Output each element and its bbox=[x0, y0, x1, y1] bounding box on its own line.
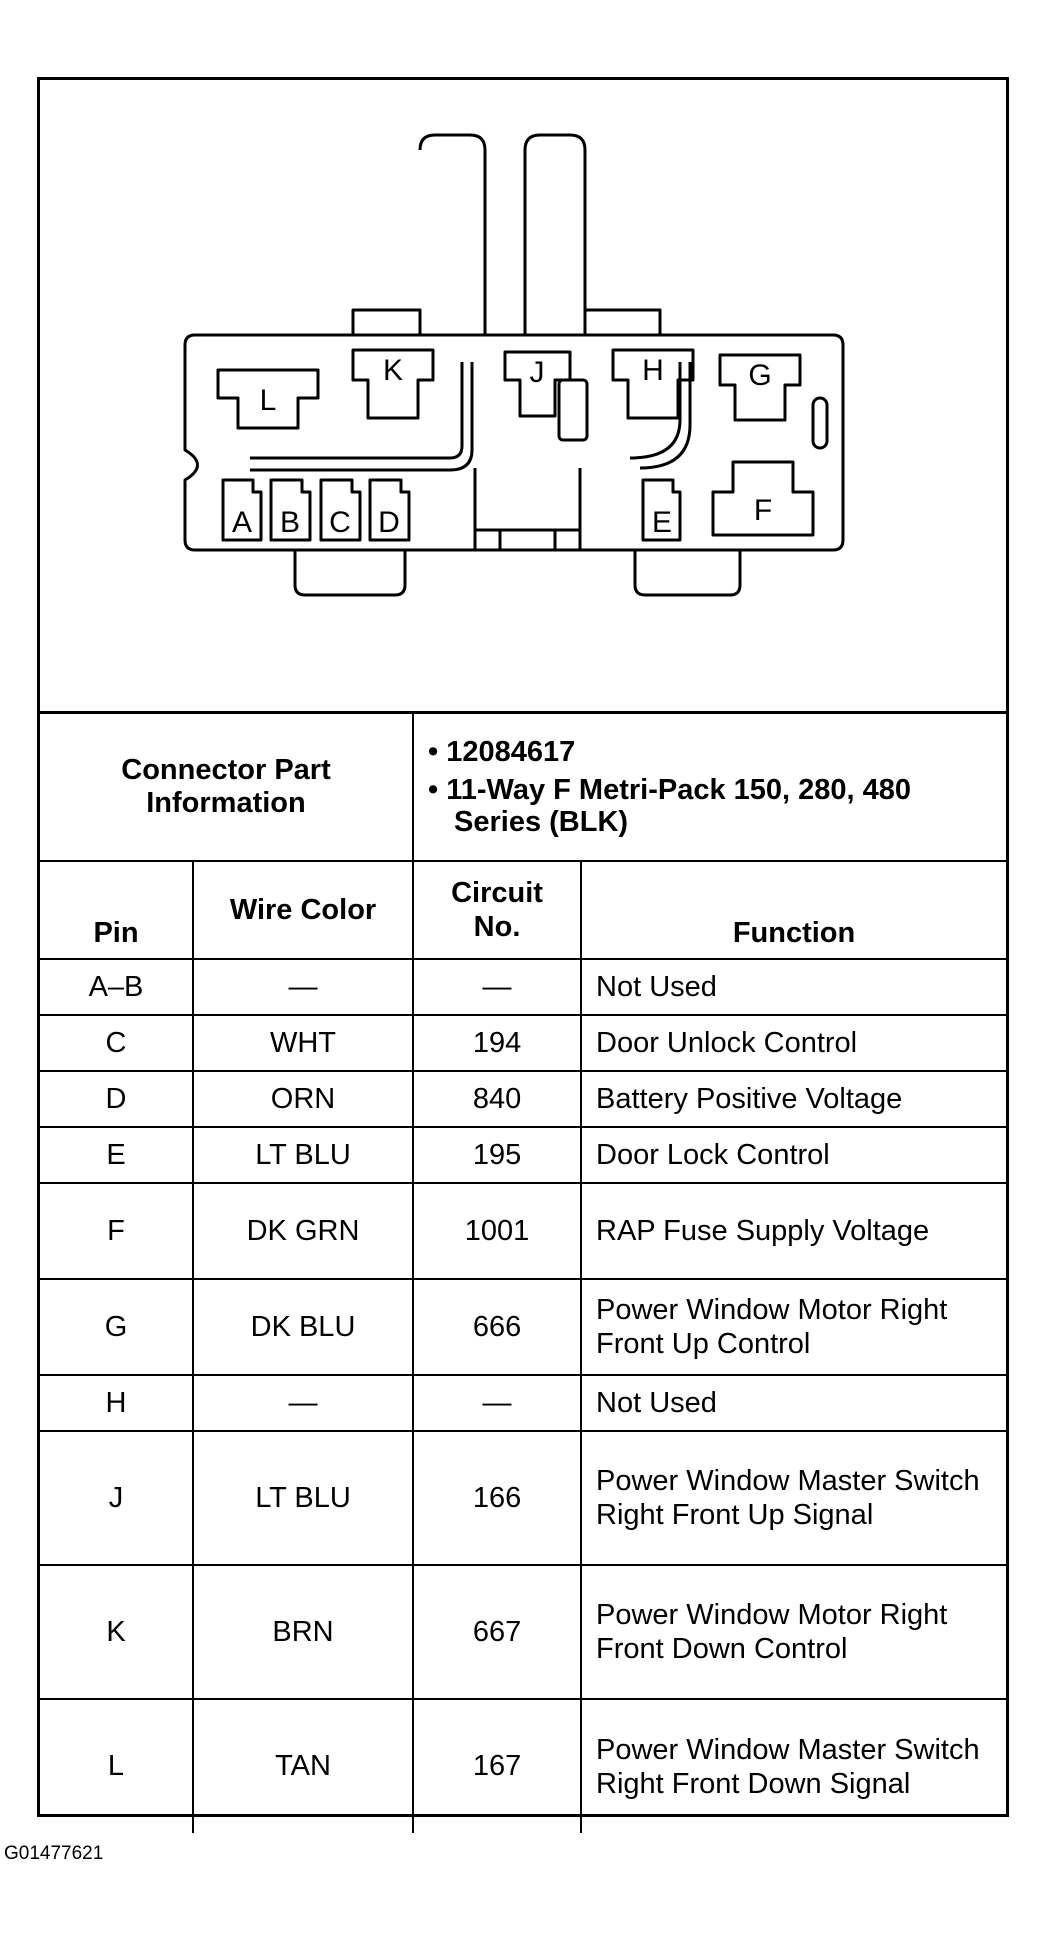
pin-label-F: F bbox=[753, 494, 773, 527]
cell-function: Not Used bbox=[581, 1375, 1006, 1431]
cell-circuit: 194 bbox=[413, 1015, 581, 1071]
left-latch-tower bbox=[420, 135, 485, 335]
pinout-table bbox=[40, 711, 1006, 1833]
cell-function: Door Lock Control bbox=[581, 1127, 1006, 1183]
cell-wire-color: TAN bbox=[193, 1699, 413, 1833]
connector-info-values bbox=[413, 712, 1006, 861]
left-divider bbox=[250, 362, 472, 470]
cell-pin: A–B bbox=[40, 959, 193, 1015]
connector-info-label: Connector Part Information bbox=[40, 712, 413, 861]
center-key bbox=[475, 468, 580, 550]
pin-label-D: D bbox=[378, 506, 400, 539]
cell-wire-color: WHT bbox=[193, 1015, 413, 1071]
right-shoulder bbox=[585, 310, 660, 335]
cell-function: RAP Fuse Supply Voltage bbox=[581, 1183, 1006, 1279]
latch-slot bbox=[559, 380, 587, 440]
cell-circuit: — bbox=[413, 959, 581, 1015]
right-latch-tower bbox=[525, 135, 585, 335]
header-circuit-no: Circuit No. bbox=[413, 861, 581, 959]
pin-label-G: G bbox=[748, 359, 772, 392]
table-row bbox=[40, 959, 1006, 1015]
cell-wire-color: DK GRN bbox=[193, 1183, 413, 1279]
cell-circuit: 840 bbox=[413, 1071, 581, 1127]
table-row bbox=[40, 1565, 1006, 1699]
connector-description: • 11-Way F Metri-Pack 150, 280, 480 Series (BLK) bbox=[428, 774, 992, 838]
cell-wire-color: LT BLU bbox=[193, 1127, 413, 1183]
cell-pin: J bbox=[40, 1431, 193, 1565]
cell-pin: C bbox=[40, 1015, 193, 1071]
cell-wire-color: DK BLU bbox=[193, 1279, 413, 1375]
cell-pin: K bbox=[40, 1565, 193, 1699]
header-function: Function bbox=[581, 861, 1006, 959]
cell-function: Door Unlock Control bbox=[581, 1015, 1006, 1071]
cell-pin: G bbox=[40, 1279, 193, 1375]
table-row bbox=[40, 1431, 1006, 1565]
pin-label-B: B bbox=[279, 506, 301, 539]
header-pin: Pin bbox=[40, 861, 193, 959]
connector-info-row bbox=[40, 712, 1006, 861]
cell-function: Not Used bbox=[581, 959, 1006, 1015]
cell-pin: F bbox=[40, 1183, 193, 1279]
table-row bbox=[40, 1183, 1006, 1279]
table-row bbox=[40, 1015, 1006, 1071]
connector-face-drawing bbox=[40, 80, 1006, 714]
connector-frame bbox=[37, 77, 1009, 1817]
cell-wire-color: — bbox=[193, 959, 413, 1015]
connector-face-svg bbox=[40, 80, 1006, 711]
cell-function: Power Window Motor Right Front Up Control bbox=[581, 1279, 1006, 1375]
pin-label-L: L bbox=[259, 384, 277, 417]
pin-label-E: E bbox=[651, 506, 673, 539]
part-number: • 12084617 bbox=[428, 736, 992, 768]
right-foot bbox=[635, 550, 740, 595]
cell-circuit: 666 bbox=[413, 1279, 581, 1375]
left-foot bbox=[295, 550, 405, 595]
table-row bbox=[40, 1279, 1006, 1375]
cell-circuit: 667 bbox=[413, 1565, 581, 1699]
cell-pin: D bbox=[40, 1071, 193, 1127]
cell-pin: E bbox=[40, 1127, 193, 1183]
table-header-row bbox=[40, 861, 1006, 959]
cell-function: Power Window Motor Right Front Down Control bbox=[581, 1565, 1006, 1699]
cell-pin: L bbox=[40, 1699, 193, 1833]
cell-circuit: 166 bbox=[413, 1431, 581, 1565]
cell-circuit: 195 bbox=[413, 1127, 581, 1183]
cell-wire-color: ORN bbox=[193, 1071, 413, 1127]
left-shoulder bbox=[353, 310, 420, 335]
figure-id: G01477621 bbox=[4, 1843, 104, 1864]
cell-function: Battery Positive Voltage bbox=[581, 1071, 1006, 1127]
pin-label-H: H bbox=[642, 354, 664, 387]
pin-label-J: J bbox=[529, 356, 545, 389]
pin-label-K: K bbox=[382, 354, 404, 387]
cell-wire-color: — bbox=[193, 1375, 413, 1431]
cell-function: Power Window Master Switch Right Front Down Signal bbox=[581, 1699, 1006, 1833]
cell-circuit: — bbox=[413, 1375, 581, 1431]
table-row bbox=[40, 1127, 1006, 1183]
polarizing-rib bbox=[813, 398, 827, 448]
cell-function: Power Window Master Switch Right Front Up Signal bbox=[581, 1431, 1006, 1565]
cell-circuit: 1001 bbox=[413, 1183, 581, 1279]
cell-wire-color: LT BLU bbox=[193, 1431, 413, 1565]
cell-wire-color: BRN bbox=[193, 1565, 413, 1699]
header-wire-color: Wire Color bbox=[193, 861, 413, 959]
cell-pin: H bbox=[40, 1375, 193, 1431]
pin-label-C: C bbox=[329, 506, 351, 539]
pin-label-A: A bbox=[231, 506, 253, 539]
table-row bbox=[40, 1375, 1006, 1431]
table-row bbox=[40, 1071, 1006, 1127]
cell-circuit: 167 bbox=[413, 1699, 581, 1833]
table-row bbox=[40, 1699, 1006, 1833]
